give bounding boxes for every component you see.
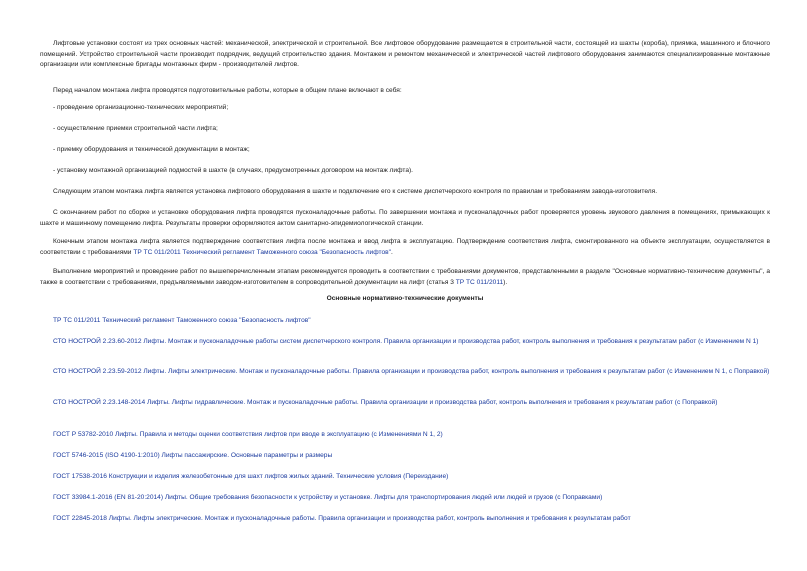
paragraph-conformity-text: Конечным этапом монтажа лифта является подтверждение соответствия лифта после монтажа и ввод лифта в эксплуатацию. Подтверждение соответствия лифта, смонтированного на объекте эксплуатации, осуществляется в соответствии с требованиями xyxy=(40,238,770,256)
paragraph-recommendation-end: ). xyxy=(503,278,508,286)
paragraph-recommendation xyxy=(40,267,770,288)
link-tr-ts-011-2011-article[interactable]: ТР ТС 011/2011 xyxy=(455,278,504,286)
list-item: - осуществление приемки строительной части лифта; xyxy=(53,125,218,132)
reference-link[interactable]: ГОСТ 17538-2016 Конструкции и изделия железобетонные для шахт лифтов жилых зданий. Технические условия (Переиздание) xyxy=(53,473,449,480)
paragraph-commissioning: С окончанием работ по сборке и установке оборудования лифта проводятся пусконаладочные работы. По завершении монтажа и пусконаладочных работ проверяется уровень звукового давления в помещениях, примыкающих к шахте и машинному помещению лифта. Результаты проверки оформляются актом санитарно-эпидемиологической станции. xyxy=(40,209,770,227)
reference-link[interactable]: ГОСТ 22845-2018 Лифты. Лифты электрические. Монтаж и пусконаладочные работы. Правила организации и производства работ, контроль выполнения и требования к результатам работ xyxy=(53,515,631,522)
reference-link[interactable]: ГОСТ 5746-2015 (ISO 4190-1:2010) Лифты пассажирские. Основные параметры и размеры xyxy=(53,452,333,459)
list-item: - проведение организационно-технических мероприятий; xyxy=(53,104,229,111)
list-item: - установку монтажной организацией подмостей в шахте (в случаях, предусмотренных договором на монтаж лифта). xyxy=(53,167,414,174)
paragraph-lift-parts: Лифтовые установки состоят из трех основных частей: механической, электрической и строительной. Все лифтовое оборудование размещается в строительной части, состоящей из шахты (короба), приямка, машинного и блочного помещений. Устройство строительной части производит подрядчик, ведущий строительство здания. Монтажем и ремонтом механической и электрической частей лифтового оборудования занимаются специализированные монтажные организации или комплексные бригады монтажных фирм - производителей лифтов. xyxy=(40,40,770,69)
reference-link[interactable]: ТР ТС 011/2011 Технический регламент Таможенного союза "Безопасность лифтов" xyxy=(53,317,311,324)
paragraph-conformity-end: . xyxy=(390,248,393,256)
reference-link[interactable]: СТО НОСТРОЙ 2.23.148-2014 Лифты. Лифты гидравлические. Монтаж и пусконаладочные работы. Правила организации и производства работ, контроль выполнения и требования к результатам работ (с Поправкой) xyxy=(53,399,718,406)
reference-link[interactable]: ГОСТ 33984.1-2016 (EN 81-20:2014) Лифты. Общие требования безопасности к устройству и установке. Лифты для транспортирования людей или людей и грузов (с Поправками) xyxy=(53,494,603,501)
paragraph-recommendation-text: Выполнение мероприятий и проведение работ по вышеперечисленным этапам рекомендуется проводить в соответствии с требованиями документов, представленными в разделе "Основные нормативно-технические документы", а также в соответствии с требованиями, предъявляемыми заводом-изготовителем в сопроводительной документации на лифт (статья 3 xyxy=(40,268,770,286)
link-tr-ts-011-2011[interactable]: ТР ТС 011/2011 Технический регламент Таможенного союза "Безопасность лифтов" xyxy=(133,248,391,256)
reference-link[interactable]: СТО НОСТРОЙ 2.23.59-2012 Лифты. Лифты электрические. Монтаж и пусконаладочные работы. Правила организации и производства работ, контроль выполнения и требования к результатам работ (с Изменением N 1, с Поправкой) xyxy=(53,368,770,375)
reference-link[interactable]: СТО НОСТРОЙ 2.23.60-2012 Лифты. Монтаж и пусконаладочные работы систем диспетчерского контроля. Правила организации и производства работ, контроль выполнения и требования к результатам работ (с Изменением N 1) xyxy=(53,338,759,345)
paragraph-preparation: Перед началом монтажа лифта проводятся подготовительные работы, которые в общем плане включают в себя: xyxy=(53,87,402,94)
paragraph-installation: Следующим этапом монтажа лифта является установка лифтового оборудования в шахте и подключение его к системе диспетчерского контроля по правилам и требованиям завода-изготовителя. xyxy=(53,188,658,195)
section-title: Основные нормативно-технические документы xyxy=(326,295,484,302)
list-item: - приемку оборудования и технической документации в монтаж; xyxy=(53,146,250,153)
reference-link[interactable]: ГОСТ Р 53782-2010 Лифты. Правила и методы оценки соответствия лифтов при вводе в эксплуатацию (с Изменениями N 1, 2) xyxy=(53,431,443,438)
paragraph-conformity xyxy=(40,237,770,258)
